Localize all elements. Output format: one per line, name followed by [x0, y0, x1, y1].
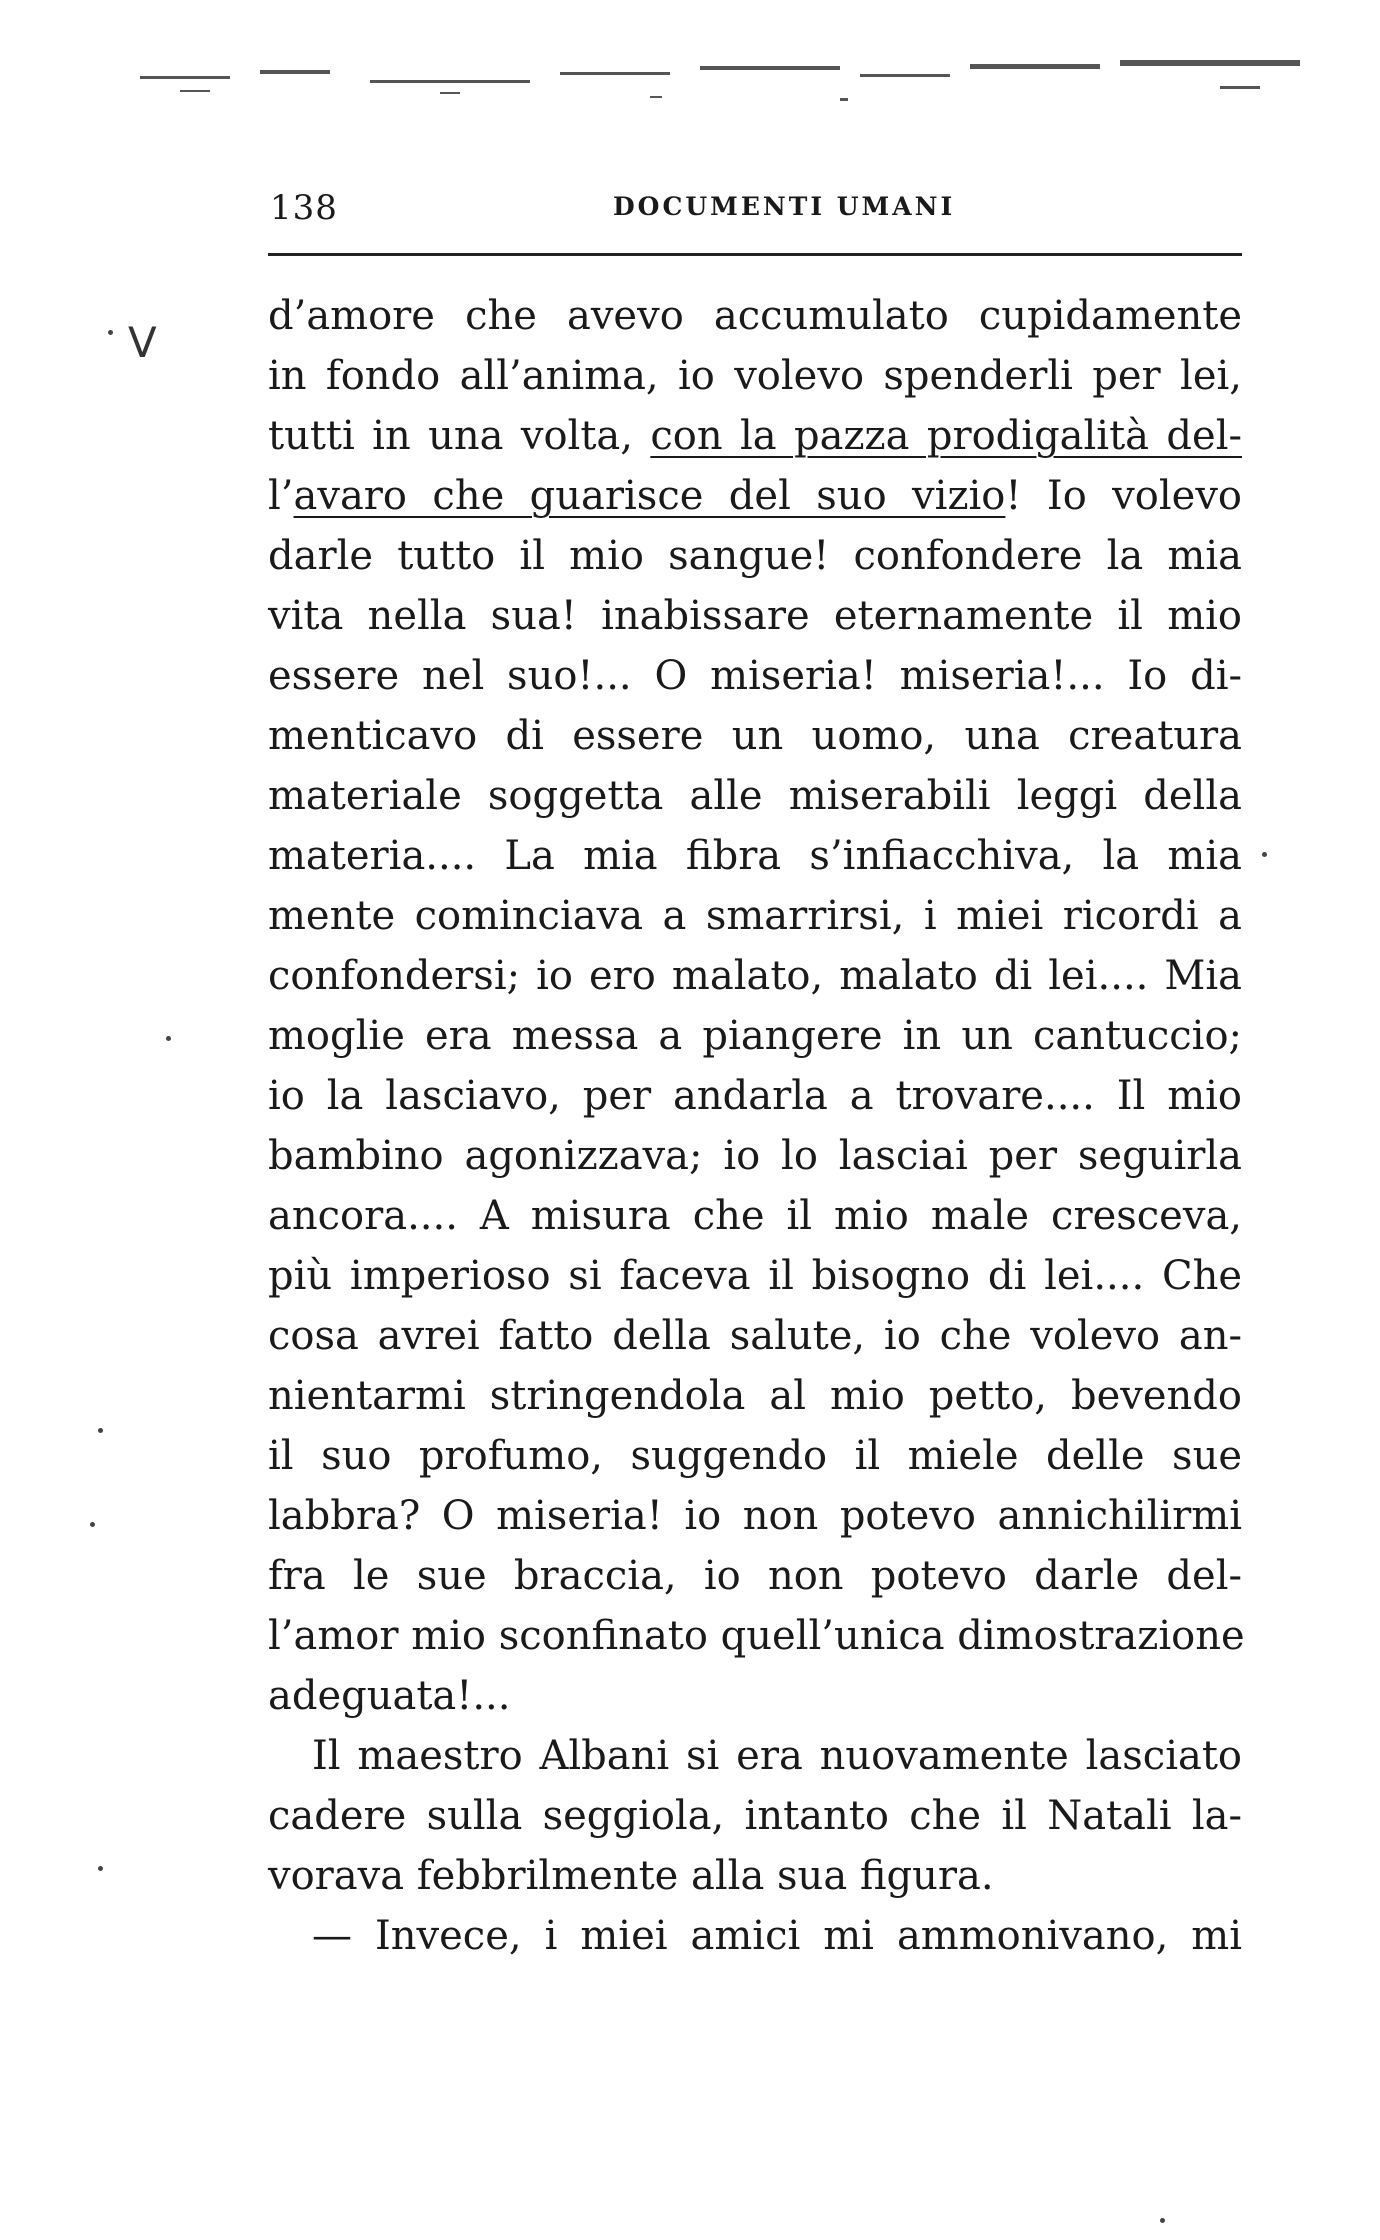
paragraph [268, 286, 1245, 1726]
text-line: l’amor mio sconfinato quell’unica dimostrazione [268, 1613, 1245, 1659]
text-line: vorava febbrilmente alla sua figura. [268, 1853, 994, 1899]
text-line: materiale soggetta alle miserabili leggi della [268, 773, 1242, 819]
text-line: io la lasciavo, per andarla a trovare.... Il mio [268, 1073, 1242, 1119]
underlined-text: avaro che guarisce del suo vizio [293, 473, 1006, 519]
speck [166, 1036, 171, 1041]
text-line: ancora.... A misura che il mio male cresceva, [268, 1193, 1242, 1239]
text-line: in fondo all’anima, io volevo spenderli per lei, [268, 353, 1242, 399]
header-rule [268, 253, 1242, 256]
text-line: tutti in una volta, con la pazza prodigalità del- [268, 413, 1242, 459]
text-line: mente cominciava a smarrirsi, i miei ricordi a [268, 893, 1242, 939]
speck [98, 1866, 103, 1871]
speck [108, 330, 113, 335]
text-line: moglie era messa a piangere in un cantuccio; [268, 1013, 1242, 1059]
text-line: cadere sulla seggiola, intanto che il Natali la- [268, 1793, 1242, 1839]
scan-noise-band [140, 52, 1320, 132]
text-line: cosa avrei fatto della salute, io che volevo an- [268, 1313, 1242, 1359]
text-line: confondersi; io ero malato, malato di lei.... Mia [268, 953, 1242, 999]
text-line: bambino agonizzava; io lo lasciai per seguirla [268, 1133, 1242, 1179]
speck [1160, 2218, 1165, 2223]
text-line: — Invece, i miei amici mi ammonivano, mi [312, 1913, 1242, 1959]
speck [1262, 852, 1267, 857]
page-header [268, 188, 1242, 228]
text-line: adeguata!... [268, 1673, 511, 1719]
text-line: il suo profumo, suggendo il miele delle sue [268, 1433, 1242, 1479]
speck [98, 1428, 103, 1433]
running-title: DOCUMENTI UMANI [613, 192, 956, 221]
text-line: più imperioso si faceva il bisogno di lei.... Che [268, 1253, 1242, 1299]
text-line: vita nella sua! inabissare eternamente il mio [268, 593, 1242, 639]
text-line: labbra? O miseria! io non potevo annichilirmi [268, 1493, 1242, 1539]
speck [90, 1522, 95, 1527]
margin-note: V [128, 318, 157, 367]
text-line: l’avaro che guarisce del suo vizio! Io volevo [268, 473, 1243, 519]
text-line: essere nel suo!... O miseria! miseria!... Io di- [268, 653, 1242, 699]
text-line: materia.... La mia fibra s’infiacchiva, la mia [268, 833, 1242, 879]
page-number: 138 [270, 188, 338, 228]
text-line: d’amore che avevo accumulato cupidamente [268, 293, 1242, 339]
text-line: darle tutto il mio sangue! confondere la mia [268, 533, 1242, 579]
text-line: menticavo di essere un uomo, una creatura [268, 713, 1242, 759]
body-text [268, 286, 1245, 1966]
text-line: nientarmi stringendola al mio petto, bevendo [268, 1373, 1242, 1419]
paragraph [268, 1726, 1242, 1906]
text-line: fra le sue braccia, io non potevo darle del- [268, 1553, 1242, 1599]
underlined-text: con la pazza prodigalità del- [650, 413, 1242, 459]
text-line: Il maestro Albani si era nuovamente lasciato [312, 1733, 1242, 1779]
paragraph [268, 1906, 1242, 1966]
